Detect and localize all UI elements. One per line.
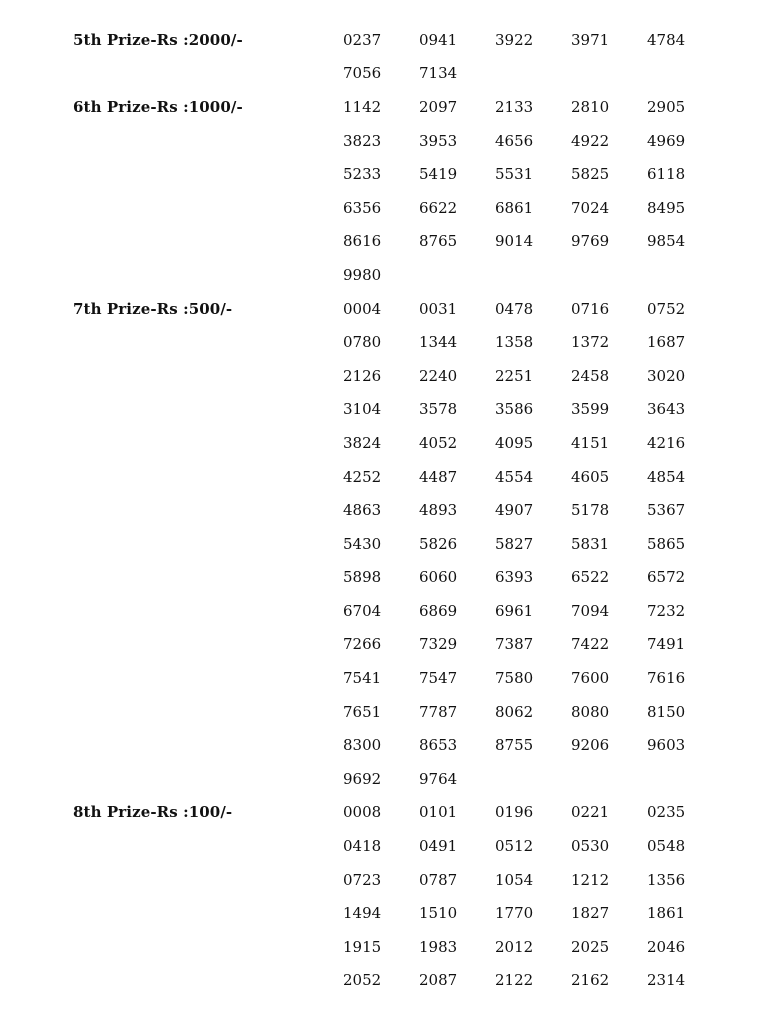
winning-number: 7329 xyxy=(419,635,458,654)
winning-number: 2087 xyxy=(419,971,458,990)
winning-number: 0237 xyxy=(343,30,382,49)
winning-number: 0221 xyxy=(571,803,610,822)
winning-number: 0478 xyxy=(495,299,534,318)
winning-number: 7134 xyxy=(419,64,458,83)
winning-number: 2046 xyxy=(647,937,686,956)
winning-number: 7094 xyxy=(571,601,610,620)
winning-number: 6869 xyxy=(419,601,458,620)
winning-number: 1356 xyxy=(647,870,686,889)
prize-table xyxy=(0,23,759,997)
winning-number: 5825 xyxy=(571,165,610,184)
winning-number: 1372 xyxy=(571,333,610,352)
prize-row xyxy=(0,258,759,292)
winning-number: 9206 xyxy=(571,736,610,755)
winning-number: 8765 xyxy=(419,232,458,251)
prize-row xyxy=(0,493,759,527)
winning-number: 6861 xyxy=(495,198,534,217)
winning-number: 0101 xyxy=(419,803,458,822)
winning-number: 2240 xyxy=(419,366,458,385)
winning-number: 6393 xyxy=(495,568,534,587)
winning-number: 1687 xyxy=(647,333,686,352)
winning-number: 3578 xyxy=(419,400,458,419)
winning-number: 1054 xyxy=(495,870,534,889)
winning-number: 1344 xyxy=(419,333,458,352)
prize-row xyxy=(0,225,759,259)
winning-number: 9764 xyxy=(419,769,458,788)
winning-number: 7600 xyxy=(571,669,610,688)
winning-number: 1212 xyxy=(571,870,610,889)
winning-number: 1915 xyxy=(343,937,382,956)
winning-number: 6118 xyxy=(647,165,686,184)
winning-number: 7387 xyxy=(495,635,534,654)
winning-number: 0418 xyxy=(343,837,382,856)
winning-number: 4969 xyxy=(647,131,686,150)
winning-number: 3953 xyxy=(419,131,458,150)
prize-row xyxy=(0,628,759,662)
winning-number: 6704 xyxy=(343,601,382,620)
winning-number: 8150 xyxy=(647,702,686,721)
winning-number: 3971 xyxy=(571,30,610,49)
prize-row xyxy=(0,896,759,930)
winning-number: 5531 xyxy=(495,165,534,184)
winning-number: 1494 xyxy=(343,904,382,923)
winning-number: 5827 xyxy=(495,534,534,553)
winning-number: 4252 xyxy=(343,467,382,486)
winning-number: 7024 xyxy=(571,198,610,217)
winning-number: 5430 xyxy=(343,534,382,553)
prize-row xyxy=(0,695,759,729)
winning-number: 5367 xyxy=(647,501,686,520)
prize-row xyxy=(0,292,759,326)
winning-number: 7422 xyxy=(571,635,610,654)
prize-label: 6th Prize-Rs :1000/- xyxy=(73,97,243,116)
winning-number: 4095 xyxy=(495,433,534,452)
winning-number: 8300 xyxy=(343,736,382,755)
winning-number: 7266 xyxy=(343,635,382,654)
winning-number: 2458 xyxy=(571,366,610,385)
winning-number: 7056 xyxy=(343,64,382,83)
winning-number: 6356 xyxy=(343,198,382,217)
winning-number: 9980 xyxy=(343,265,382,284)
winning-number: 1861 xyxy=(647,904,686,923)
winning-number: 8653 xyxy=(419,736,458,755)
winning-number: 0031 xyxy=(419,299,458,318)
winning-number: 1358 xyxy=(495,333,534,352)
winning-number: 7541 xyxy=(343,669,382,688)
winning-number: 3586 xyxy=(495,400,534,419)
winning-number: 0716 xyxy=(571,299,610,318)
prize-row xyxy=(0,23,759,57)
winning-number: 6622 xyxy=(419,198,458,217)
winning-number: 3824 xyxy=(343,433,382,452)
winning-number: 5898 xyxy=(343,568,382,587)
prize-row xyxy=(0,57,759,91)
winning-number: 0723 xyxy=(343,870,382,889)
winning-number: 0491 xyxy=(419,837,458,856)
winning-number: 2810 xyxy=(571,97,610,116)
winning-number: 4854 xyxy=(647,467,686,486)
winning-number: 5865 xyxy=(647,534,686,553)
winning-number: 4863 xyxy=(343,501,382,520)
winning-number: 2012 xyxy=(495,937,534,956)
winning-number: 8080 xyxy=(571,702,610,721)
prize-row xyxy=(0,527,759,561)
winning-number: 0512 xyxy=(495,837,534,856)
prize-label: 8th Prize-Rs :100/- xyxy=(73,803,233,822)
winning-number: 7787 xyxy=(419,702,458,721)
winning-number: 7491 xyxy=(647,635,686,654)
winning-number: 7547 xyxy=(419,669,458,688)
winning-number: 7232 xyxy=(647,601,686,620)
winning-number: 5233 xyxy=(343,165,382,184)
winning-number: 4052 xyxy=(419,433,458,452)
winning-number: 4656 xyxy=(495,131,534,150)
prize-row xyxy=(0,359,759,393)
winning-number: 2251 xyxy=(495,366,534,385)
prize-row xyxy=(0,728,759,762)
winning-number: 2905 xyxy=(647,97,686,116)
winning-number: 2025 xyxy=(571,937,610,956)
winning-number: 0780 xyxy=(343,333,382,352)
winning-number: 4554 xyxy=(495,467,534,486)
winning-number: 0235 xyxy=(647,803,686,822)
prize-row xyxy=(0,796,759,830)
winning-number: 2162 xyxy=(571,971,610,990)
winning-number: 0196 xyxy=(495,803,534,822)
winning-number: 5419 xyxy=(419,165,458,184)
winning-number: 5826 xyxy=(419,534,458,553)
winning-number: 4605 xyxy=(571,467,610,486)
prize-row xyxy=(0,930,759,964)
winning-number: 3020 xyxy=(647,366,686,385)
winning-number: 1510 xyxy=(419,904,458,923)
winning-number: 2097 xyxy=(419,97,458,116)
prize-row xyxy=(0,191,759,225)
winning-number: 4216 xyxy=(647,433,686,452)
winning-number: 3104 xyxy=(343,400,382,419)
winning-number: 3643 xyxy=(647,400,686,419)
winning-number: 9692 xyxy=(343,769,382,788)
winning-number: 4922 xyxy=(571,131,610,150)
winning-number: 2126 xyxy=(343,366,382,385)
winning-number: 7580 xyxy=(495,669,534,688)
winning-number: 7651 xyxy=(343,702,382,721)
prize-row xyxy=(0,762,759,796)
prize-row xyxy=(0,124,759,158)
winning-number: 9854 xyxy=(647,232,686,251)
winning-number: 0941 xyxy=(419,30,458,49)
winning-number: 4151 xyxy=(571,433,610,452)
winning-number: 1770 xyxy=(495,904,534,923)
winning-number: 3922 xyxy=(495,30,534,49)
winning-number: 6572 xyxy=(647,568,686,587)
winning-number: 1827 xyxy=(571,904,610,923)
winning-number: 2314 xyxy=(647,971,686,990)
winning-number: 9603 xyxy=(647,736,686,755)
winning-number: 5831 xyxy=(571,534,610,553)
prize-row xyxy=(0,863,759,897)
winning-number: 9014 xyxy=(495,232,534,251)
winning-number: 0530 xyxy=(571,837,610,856)
winning-number: 4893 xyxy=(419,501,458,520)
winning-number: 8495 xyxy=(647,198,686,217)
prize-row xyxy=(0,460,759,494)
prize-row xyxy=(0,325,759,359)
winning-number: 4784 xyxy=(647,30,686,49)
winning-number: 7616 xyxy=(647,669,686,688)
winning-number: 4907 xyxy=(495,501,534,520)
prize-row xyxy=(0,964,759,998)
prize-row xyxy=(0,90,759,124)
prize-row xyxy=(0,829,759,863)
winning-number: 0008 xyxy=(343,803,382,822)
winning-number: 8755 xyxy=(495,736,534,755)
winning-number: 0787 xyxy=(419,870,458,889)
winning-number: 0004 xyxy=(343,299,382,318)
winning-number: 6961 xyxy=(495,601,534,620)
winning-number: 8062 xyxy=(495,702,534,721)
winning-number: 6060 xyxy=(419,568,458,587)
winning-number: 8616 xyxy=(343,232,382,251)
prize-row xyxy=(0,661,759,695)
winning-number: 0752 xyxy=(647,299,686,318)
prize-row xyxy=(0,393,759,427)
prize-row xyxy=(0,561,759,595)
prize-row xyxy=(0,594,759,628)
winning-number: 2052 xyxy=(343,971,382,990)
winning-number: 1142 xyxy=(343,97,382,116)
winning-number: 1983 xyxy=(419,937,458,956)
winning-number: 0548 xyxy=(647,837,686,856)
prize-label: 5th Prize-Rs :2000/- xyxy=(73,30,243,49)
winning-number: 9769 xyxy=(571,232,610,251)
winning-number: 6522 xyxy=(571,568,610,587)
winning-number: 4487 xyxy=(419,467,458,486)
winning-number: 3823 xyxy=(343,131,382,150)
prize-label: 7th Prize-Rs :500/- xyxy=(73,299,233,318)
prize-row xyxy=(0,426,759,460)
winning-number: 2122 xyxy=(495,971,534,990)
winning-number: 3599 xyxy=(571,400,610,419)
winning-number: 5178 xyxy=(571,501,610,520)
winning-number: 2133 xyxy=(495,97,534,116)
prize-row xyxy=(0,157,759,191)
